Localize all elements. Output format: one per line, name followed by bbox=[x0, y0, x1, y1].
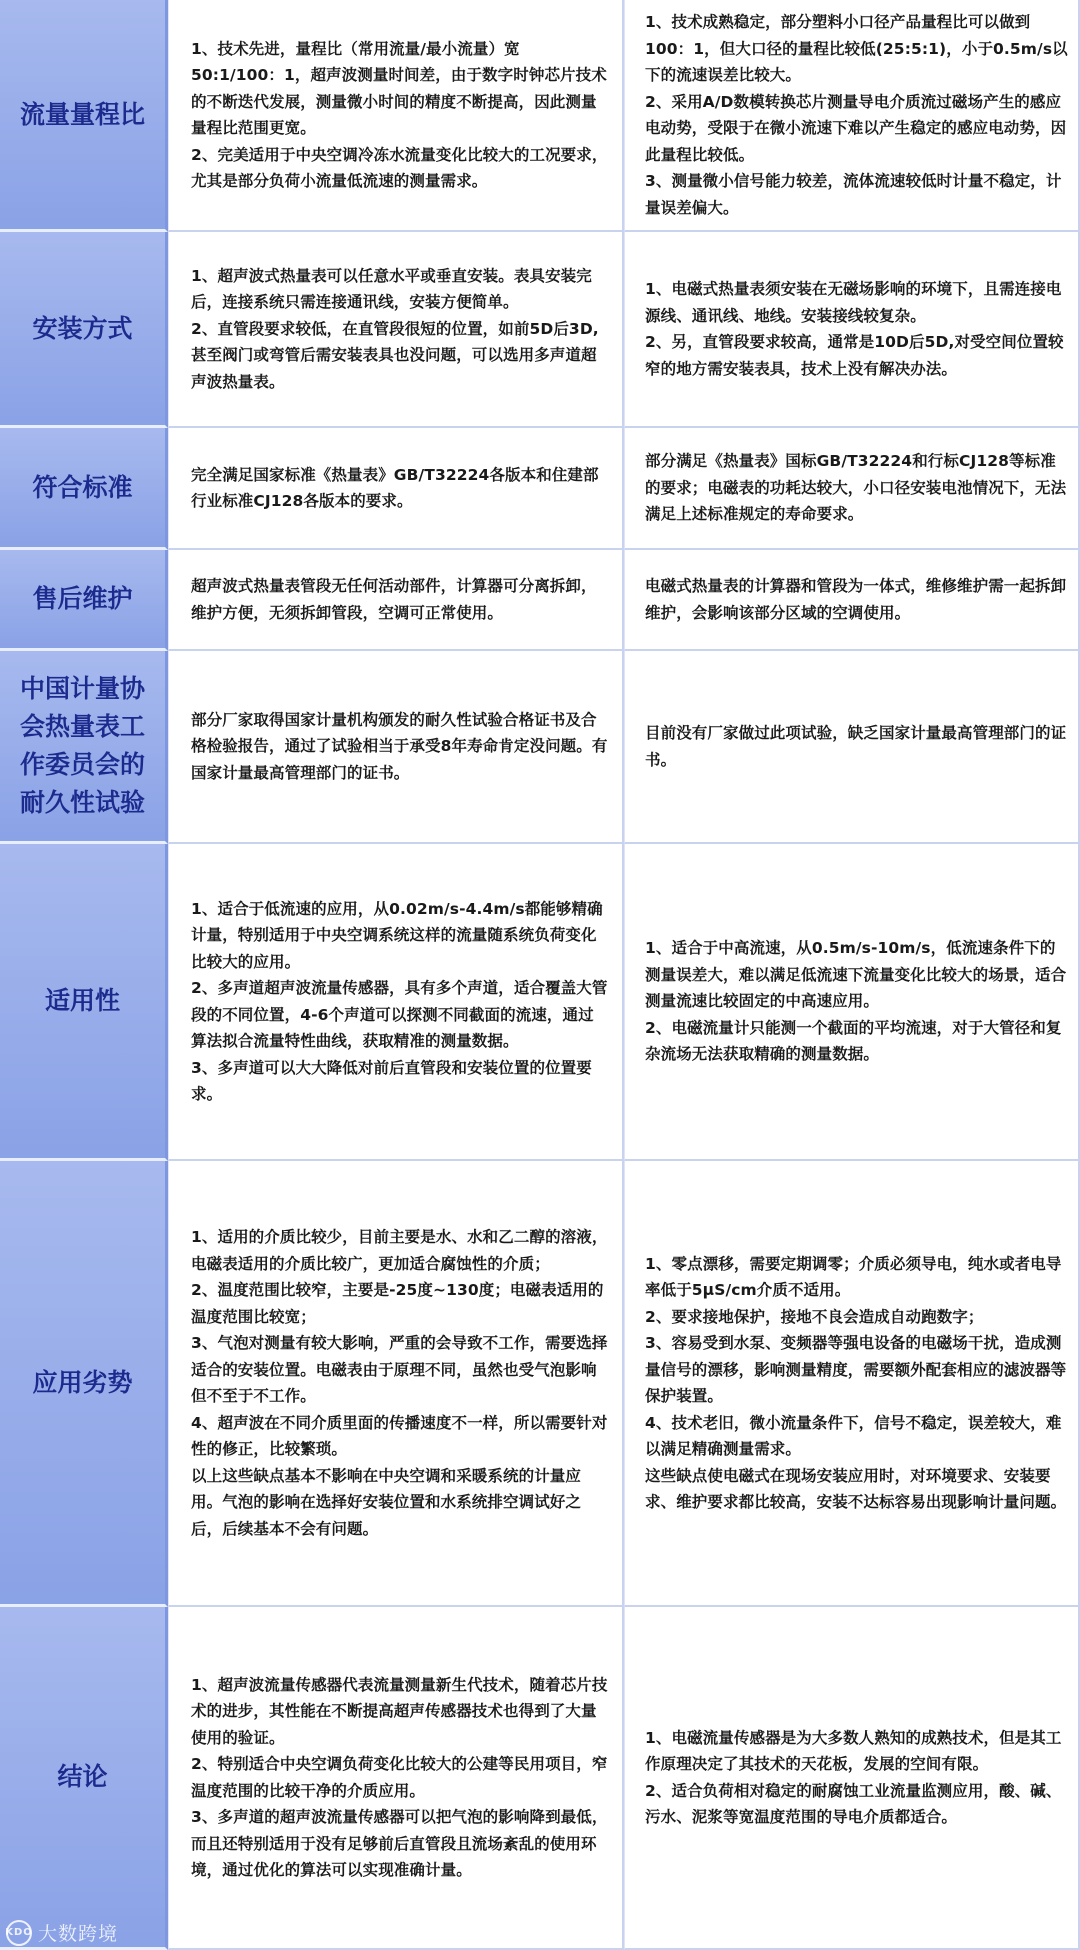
watermark-text: 大数跨境 bbox=[38, 1923, 119, 1945]
ultrasonic-text: 1、超声波式热量表可以任意水平或垂直安装。表具安装完后，连接系统只需连接通讯线，安装方便简单。 2、直管段要求较低，在直管段很短的位置，如前5D后3D,甚至阀门或弯管后需安装表具也没问题，可以选用多声道超声波热量表。 bbox=[191, 266, 599, 391]
ultrasonic-text: 部分厂家取得国家计量机构颁发的耐久性试验合格证书及合格检验报告，通过了试验相当于承受8年寿命肯定没问题。有国家计量最高管理部门的证书。 bbox=[191, 710, 608, 782]
watermark-logo-icon: KDO bbox=[6, 1920, 32, 1946]
row-label-range-ratio bbox=[0, 0, 168, 232]
ultrasonic-text: 1、技术先进，量程比（常用流量/最小流量）宽50:1/100：1，超声波测量时间差，由于数字时钟芯片技术的不断迭代发展，测量微小时间的精度不断提高，因此测量量程比范围更宽。 2、完美适用于中央空调冷冻水流量变化比较大的工况要求，尤其是部分负荷小流量低流速的测量需求。 bbox=[191, 39, 608, 190]
row-label-text: 符合标准 bbox=[32, 472, 133, 502]
electromagnetic-text: 1、电磁流量传感器是为大多数人熟知的成熟技术，但是其工作原理决定了其技术的天花板，发展的空间有限。 2、适合负荷相对稳定的耐腐蚀工业流量监测应用，酸、碱、污水、泥浆等宽温度范围的导电介质都适合。 bbox=[645, 1728, 1062, 1826]
ultrasonic-cell-maintenance bbox=[168, 550, 624, 651]
electromagnetic-cell-disadvantages bbox=[624, 1161, 1080, 1607]
row-label-maintenance bbox=[0, 550, 168, 651]
electromagnetic-text: 目前没有厂家做过此项试验，缺乏国家计量最高管理部门的证书。 bbox=[645, 724, 1067, 769]
row-label-text: 安装方式 bbox=[32, 313, 133, 343]
electromagnetic-cell-durability-test bbox=[624, 651, 1080, 844]
row-label-conclusion bbox=[0, 1607, 168, 1950]
electromagnetic-text: 1、技术成熟稳定，部分塑料小口径产品量程比可以做到100：1，但大口径的量程比较低(25:5:1)，小于0.5m/s以下的流速误差比较大。 2、采用A/D数模转换芯片测量导电介质流过磁场产生的感应电动势，受限于在微小流速下难以产生稳定的感应电动势，因此量程比较低。 3、测量微小信号能力较差，流体流速较低时计量不稳定，计量误差偏大。 bbox=[645, 13, 1068, 217]
ultrasonic-cell-standards bbox=[168, 428, 624, 550]
ultrasonic-cell-conclusion bbox=[168, 1607, 624, 1950]
electromagnetic-text: 电磁式热量表的计算器和管段为一体式，维修维护需一起拆卸维护，会影响该部分区域的空调使用。 bbox=[645, 577, 1067, 622]
electromagnetic-cell-range-ratio bbox=[624, 0, 1080, 232]
electromagnetic-text: 1、零点漂移，需要定期调零；介质必须导电，纯水或者电导率低于5μS/cm介质不适用。 2、要求接地保护，接地不良会造成自动跑数字； 3、容易受到水泵、变频器等强电设备的电磁场干扰，造成测量信号的漂移，影响测量精度，需要额外配套相应的滤波器等保护装置。 4、技术老旧，微小流量条件下，信号不稳定，误差较大，难以满足精确测量需求。 这些缺点使电磁式在现场安装应用时，对环境要求、安装要求、维护要求都比较高，安装不达标容易出现影响计量问题。 bbox=[645, 1254, 1067, 1511]
row-label-text: 售后维护 bbox=[32, 584, 133, 613]
electromagnetic-text: 1、电磁式热量表须安装在无磁场影响的环境下，且需连接电源线、通讯线、地线。安装接线较复杂。 2、另，直管段要求较高，通常是10D后5D,对受空间位置较窄的地方需安装表具，技术上没有解决办法。 bbox=[645, 280, 1064, 378]
row-label-text: 中国计量协 会热量表工 作委员会的 耐久性试验 bbox=[19, 674, 145, 817]
row-label-standards bbox=[0, 428, 168, 550]
row-label-durability-test bbox=[0, 651, 168, 844]
electromagnetic-text: 部分满足《热量表》国标GB/T32224和行标CJ128等标准的要求；电磁表的功耗达较大，小口径安装电池情况下，无法满足上述标准规定的寿命要求。 bbox=[645, 452, 1067, 524]
ultrasonic-cell-disadvantages bbox=[168, 1161, 624, 1607]
row-label-applicability bbox=[0, 844, 168, 1161]
ultrasonic-text: 1、超声波流量传感器代表流量测量新生代技术，随着芯片技术的进步，其性能在不断提高超声传感器技术也得到了大量使用的验证。 2、特别适合中央空调负荷变化比较大的公建等民用项目，窄温度范围的比较干净的介质应用。 3、多声道的超声波流量传感器可以把气泡的影响降到最低，而且还特别适用于没有足够前后直管段且流场紊乱的使用环境，通过优化的算法可以实现准确计量。 bbox=[191, 1675, 608, 1879]
row-label-installation bbox=[0, 232, 168, 428]
ultrasonic-text: 1、适用的介质比较少，目前主要是水、水和乙二醇的溶液，电磁表适用的介质比较广，更加适合腐蚀性的介质； 2、温度范围比较窄，主要是-25度~130度；电磁表适用的温度范围比较宽； 3、气泡对测量有较大影响，严重的会导致不工作，需要选择适合的安装位置。电磁表由于原理不同，虽然也受气泡影响但不至于不工作。 4、超声波在不同介质里面的传播速度不一样，所以需要针对性的修正，比较繁琐。 以上这些缺点基本不影响在中央空调和采暖系统的计量应用。气泡的影响在选择好安装位置和水系统排空调试好之后，后续基本不会有问题。 bbox=[191, 1228, 608, 1538]
ultrasonic-cell-applicability bbox=[168, 844, 624, 1161]
row-label-text: 结论 bbox=[57, 1762, 108, 1791]
row-label-text: 流量量程比 bbox=[19, 99, 145, 129]
ultrasonic-text: 超声波式热量表管段无任何活动部件，计算器可分离拆卸，维护方便，无须拆卸管段，空调可正常使用。 bbox=[191, 577, 597, 622]
ultrasonic-cell-durability-test bbox=[168, 651, 624, 844]
row-label-text: 适用性 bbox=[44, 986, 120, 1015]
ultrasonic-cell-range-ratio bbox=[168, 0, 624, 232]
ultrasonic-text: 1、适合于低流速的应用，从0.02m/s-4.4m/s都能够精确计量，特别适用于中央空调系统这样的流量随系统负荷变化比较大的应用。 2、多声道超声波流量传感器，具有多个声道，适合覆盖大管段的不同位置，4-6个声道可以探测不同截面的流速，通过算法拟合流量特性曲线，获取精准的测量数据。 3、多声道可以大大降低对前后直管段和安装位置的位置要求。 bbox=[191, 899, 608, 1103]
row-label-disadvantages bbox=[0, 1161, 168, 1607]
ultrasonic-cell-installation bbox=[168, 232, 624, 428]
electromagnetic-cell-maintenance bbox=[624, 550, 1080, 651]
electromagnetic-cell-applicability bbox=[624, 844, 1080, 1161]
electromagnetic-cell-conclusion bbox=[624, 1607, 1080, 1950]
electromagnetic-text: 1、适合于中高流速，从0.5m/s-10m/s，低流速条件下的测量误差大，难以满足低流速下流量变化比较大的场景，适合测量流速比较固定的中高速应用。 2、电磁流量计只能测一个截面的平均流速，对于大管径和复杂流场无法获取精确的测量数据。 bbox=[645, 939, 1067, 1064]
watermark bbox=[6, 1919, 118, 1946]
electromagnetic-cell-installation bbox=[624, 232, 1080, 428]
row-label-text: 应用劣势 bbox=[32, 1367, 133, 1397]
ultrasonic-text: 完全满足国家标准《热量表》GB/T32224各版本和住建部行业标准CJ128各版本的要求。 bbox=[191, 465, 599, 510]
electromagnetic-cell-standards bbox=[624, 428, 1080, 550]
